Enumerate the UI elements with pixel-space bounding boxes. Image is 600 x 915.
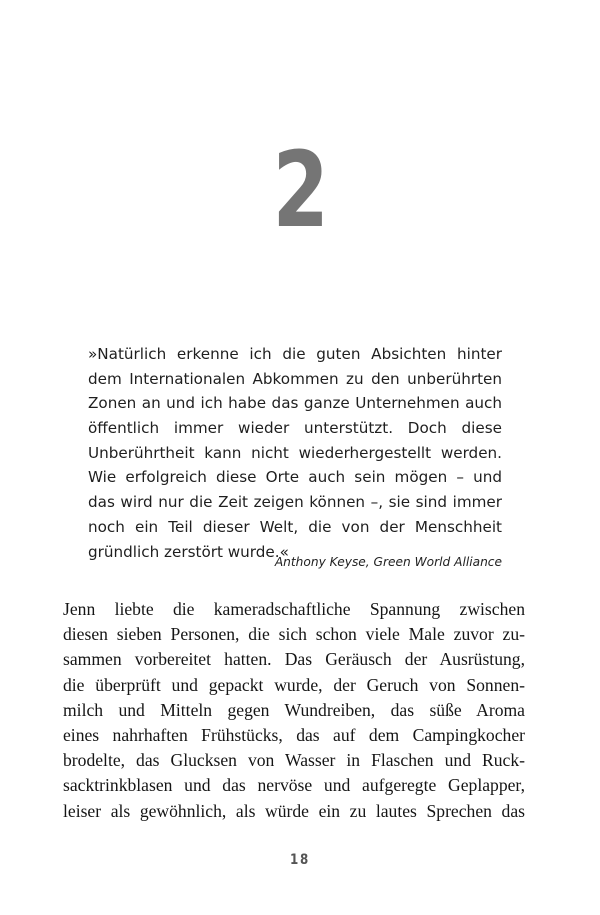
epigraph-line: noch ein Teil dieser Welt, die von der Menschheit (88, 517, 502, 536)
body-line: leiser als gewöhnlich, als würde ein zu lautes Sprechen das (63, 800, 525, 821)
epigraph-attribution: Anthony Keyse, Green World Alliance (274, 555, 502, 569)
body-paragraph (63, 597, 525, 824)
epigraph (88, 342, 502, 564)
epigraph-line: »Natürlich erkenne ich die guten Absichten hinter (88, 345, 502, 363)
epigraph-line: Zonen an und ich habe das ganze Unternehmen auch (88, 394, 502, 413)
body-line: sacktrinkblasen und das nervöse und aufgeregte Geplapper, (63, 775, 525, 796)
epigraph-line: Wie erfolgreich diese Orte auch sein mögen – und (88, 468, 502, 487)
body-line: die überprüft und gepackt wurde, der Geruch von Sonnen- (63, 674, 525, 695)
page-number: 18 (290, 852, 310, 868)
body-line: eines nahrhaften Frühstücks, das auf dem Campingkocher (63, 724, 525, 745)
body-line: milch und Mitteln gegen Wundreiben, das süße Aroma (63, 699, 525, 720)
body-line: Jenn liebte die kameradschaftliche Spannung zwischen (63, 599, 525, 619)
epigraph-line: gründlich zerstört wurde.« (88, 542, 289, 561)
body-line: sammen vorbereitet hatten. Das Geräusch der Ausrüstung, (63, 649, 525, 670)
epigraph-line: öffentlich immer wieder unterstützt. Doch diese (88, 419, 502, 438)
body-line: brodelte, das Glucksen von Wasser in Flaschen und Ruck- (63, 750, 525, 771)
body-line: diesen sieben Personen, die sich schon viele Male zuvor zu- (63, 624, 525, 645)
epigraph-line: das wird nur die Zeit zeigen können –, sie sind immer (88, 493, 502, 512)
epigraph-line: Unberührtheit kann nicht wiederhergestellt werden. (88, 443, 502, 462)
epigraph-line: dem Internationalen Abkommen zu den unberührten (88, 369, 502, 388)
chapter-number: 2 (272, 129, 328, 251)
